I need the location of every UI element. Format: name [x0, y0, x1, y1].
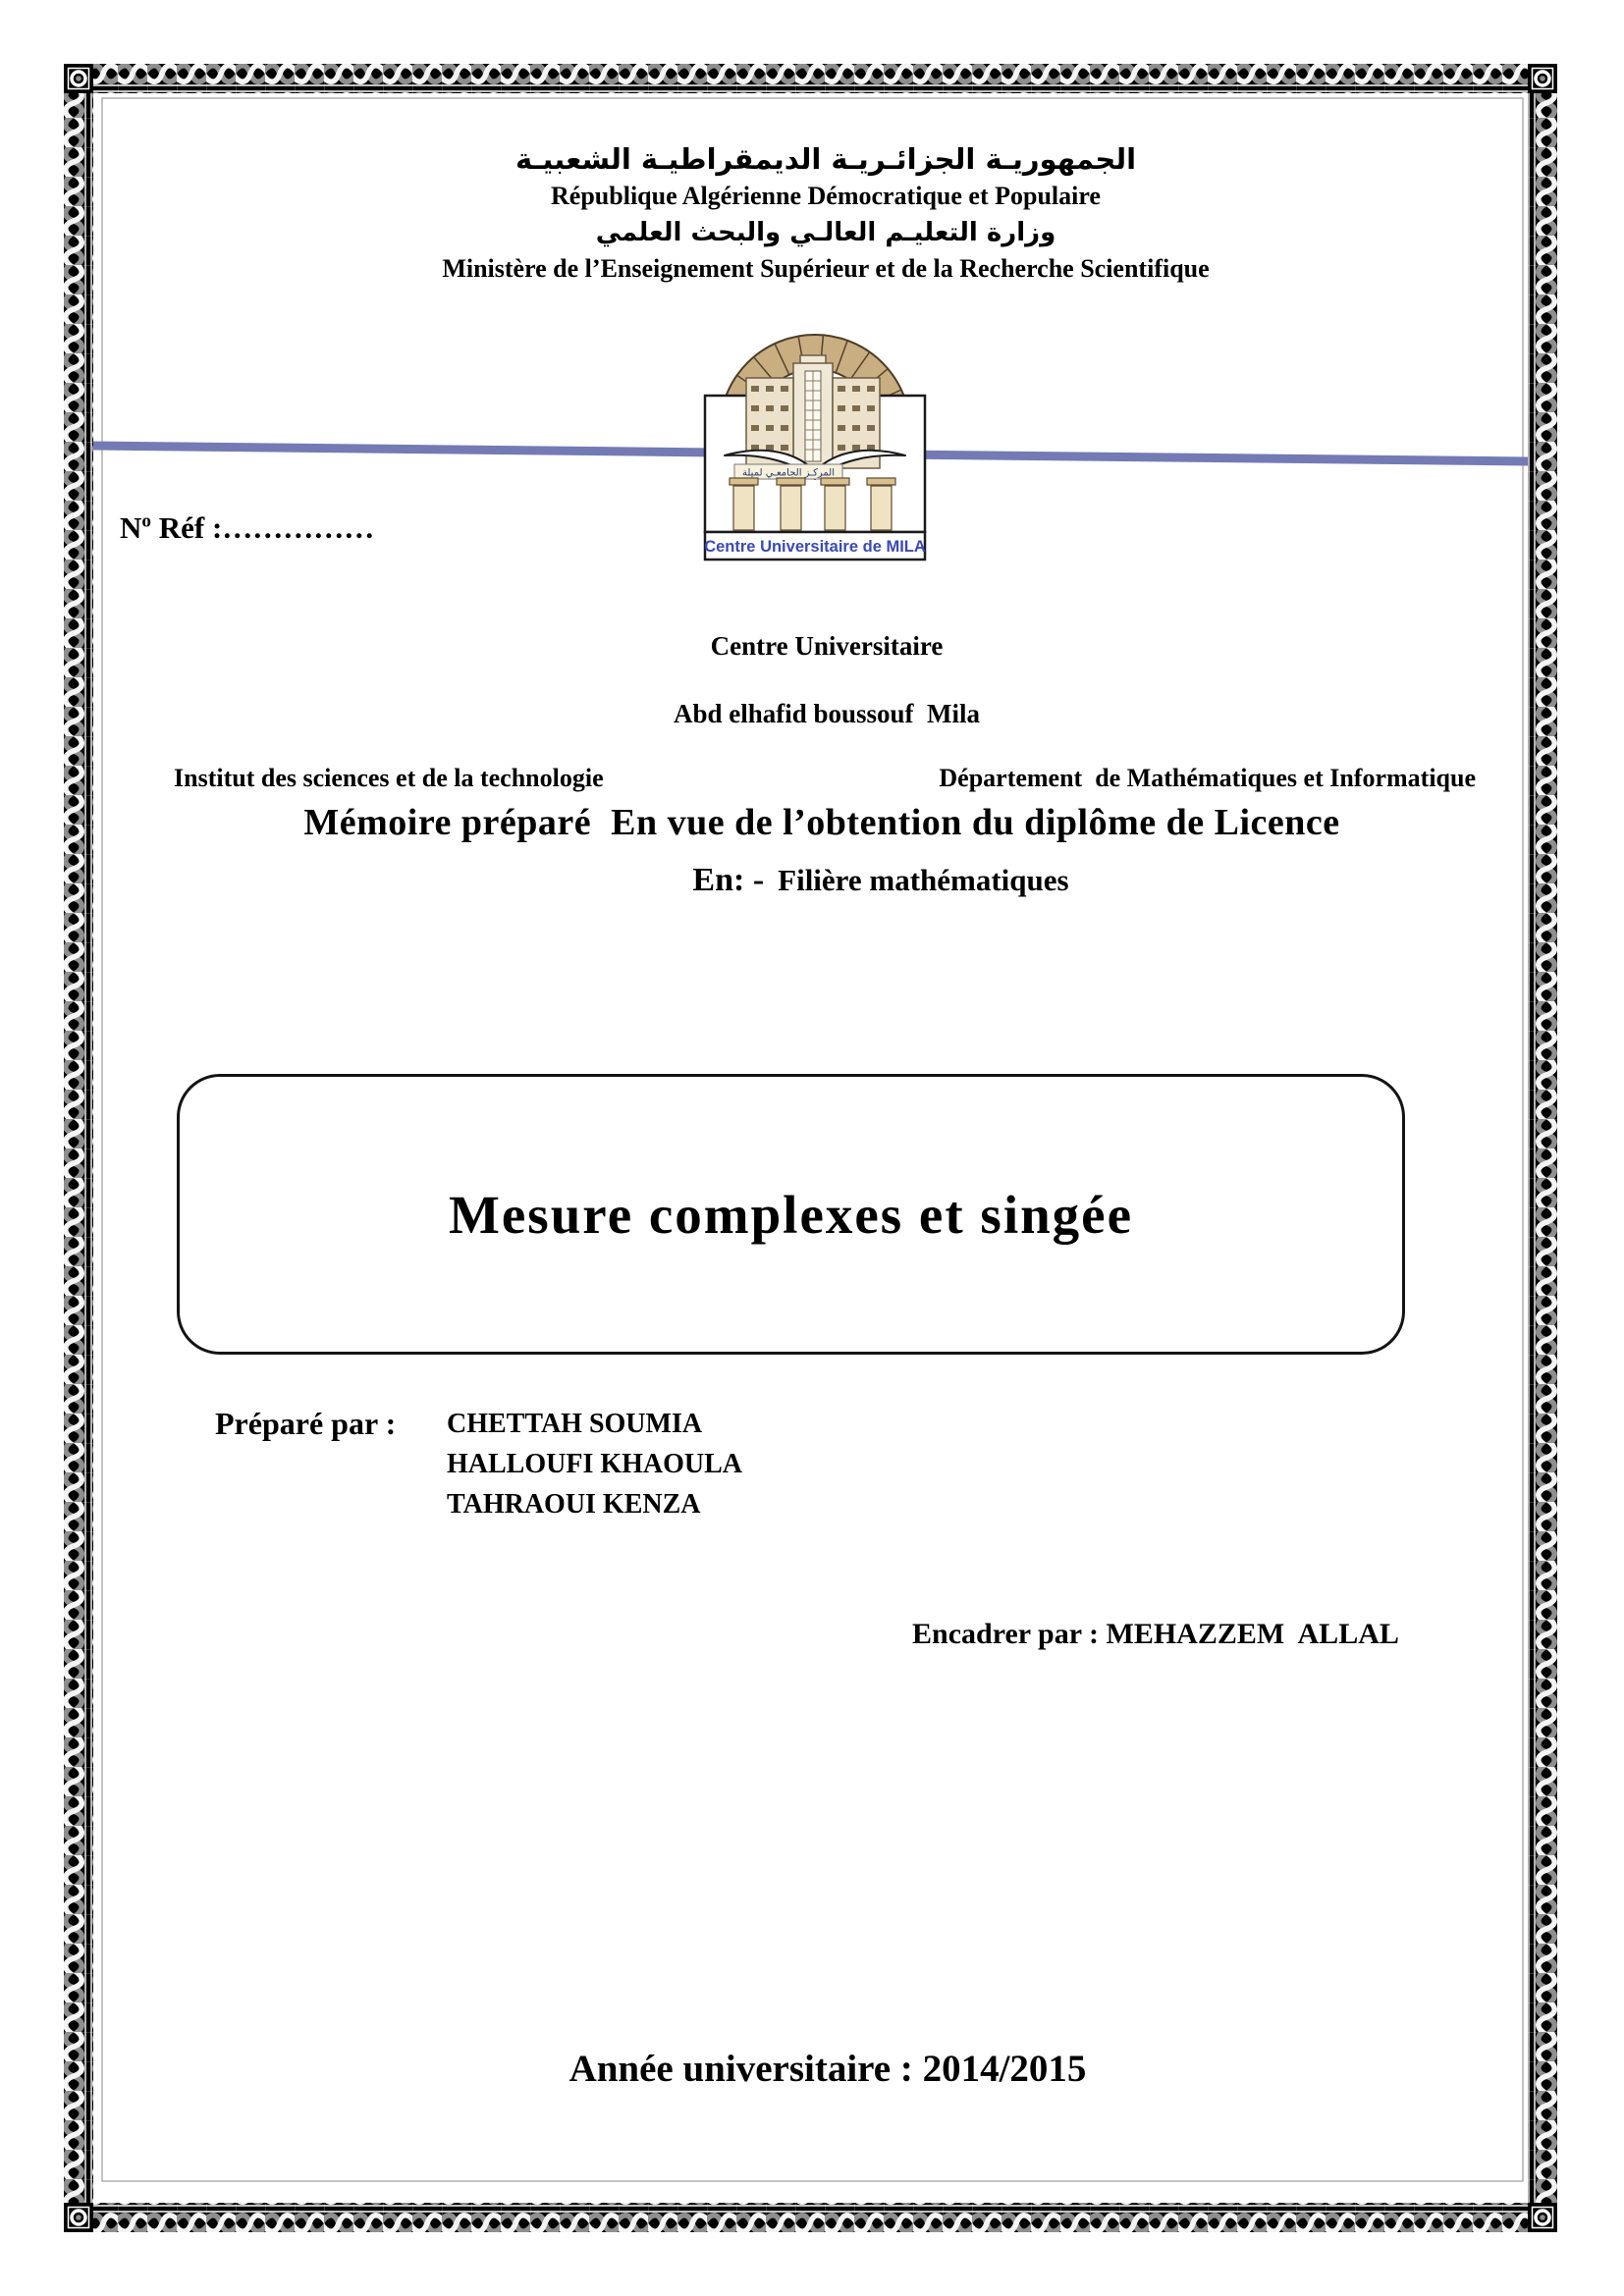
- filiere-prefix: En: -: [692, 862, 765, 898]
- header-french-ministry: Ministère de l’Enseignement Supérieur et de la Recherche Scientifique: [442, 254, 1210, 283]
- border-corner-top-left: [64, 64, 93, 93]
- university-name-block: [15, 631, 1624, 729]
- header-french-republic: République Algérienne Démocratique et Populaire: [551, 182, 1101, 210]
- header-arabic-republic: الجمهوريـة الجزائـريـة الديمقراطيـة الشعبيـة: [514, 142, 1137, 176]
- prepared-name: CHETTAH SOUMIA: [447, 1409, 703, 1439]
- supervisor-line: Encadrer par : MEHAZZEM ALLAL: [912, 1618, 1399, 1650]
- university-name-line1: Centre Universitaire: [710, 631, 944, 661]
- ref-n: N: [120, 510, 142, 545]
- border-corner-top-right: [1528, 64, 1557, 93]
- border-corner-bottom-left: [64, 2203, 93, 2232]
- title-box: [177, 1074, 1405, 1355]
- ref-dots: Réf :……………: [151, 510, 375, 545]
- institute-department-row: [174, 764, 1476, 793]
- logo-book-text: المركـز الجامعـي لميلة: [742, 467, 835, 479]
- thesis-title: Mesure complexes et singée: [448, 1184, 1134, 1245]
- border-band-left: [64, 93, 93, 2203]
- memoire-line: Mémoire préparé En vue de l’obtention du diplôme de Licence: [303, 802, 1340, 843]
- institute-name: Institut des sciences et de la technologie: [174, 764, 604, 792]
- border-band-top: [93, 64, 1528, 93]
- academic-year-line: Année universitaire : 2014/2015: [568, 2048, 1087, 2090]
- ministry-header: [14, 139, 1624, 287]
- university-name-line2: Abd elhafid boussouf Mila: [673, 699, 981, 728]
- filiere-name: Filière mathématiques: [778, 863, 1069, 897]
- ref-sup: o: [141, 510, 151, 532]
- prepared-by-label: Préparé par :: [215, 1406, 397, 1441]
- ref-number-line: [120, 510, 374, 546]
- border-band-bottom: [93, 2203, 1528, 2232]
- border-corner-bottom-right: [1528, 2203, 1557, 2232]
- filiere-line: [69, 862, 1624, 899]
- header-arabic-ministry: وزارة التعليـم العالـي والبحث العلمي: [595, 218, 1056, 247]
- university-logo: [699, 324, 931, 561]
- logo-caption: Centre Universitaire de MILA: [704, 538, 926, 556]
- prepared-name: TAHRAOUI KENZA: [447, 1489, 701, 1520]
- prepared-by-block: [215, 1404, 742, 1524]
- prepared-name: HALLOUFI KHAOULA: [447, 1449, 743, 1479]
- prepared-names: [447, 1404, 742, 1524]
- department-name: Département de Mathématiques et Informatique: [939, 764, 1476, 792]
- border-band-right: [1528, 93, 1557, 2203]
